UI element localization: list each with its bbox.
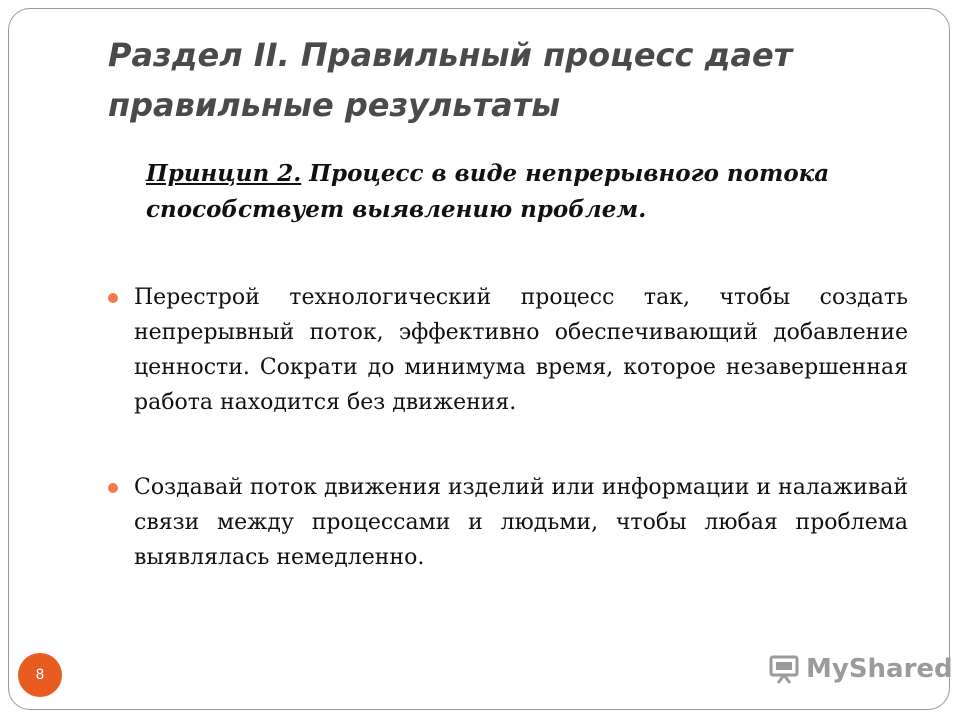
bullet-dot-icon: [108, 293, 118, 303]
watermark-text: MyShared: [806, 654, 953, 684]
presentation-board-icon: [768, 654, 800, 684]
bullet-text: Создавай поток движения изделий или информации и налаживай связи между процессами и людьми, чтобы любая проблема выявлялась немедленно.: [134, 475, 908, 570]
bullet-dot-icon: [108, 483, 118, 493]
page-number: 8: [35, 667, 45, 683]
principle-heading: [146, 156, 866, 228]
principle-text: Процесс в виде непрерывного потока способствует выявлению проблем.: [146, 160, 830, 223]
bullet-text: Перестрой технологический процесс так, чтобы создать непрерывный поток, эффективно обеспечивающий добавление ценности. Сократи до минимума время, которое незавершенная работа находится без движения.: [134, 285, 908, 415]
page-number-badge: [18, 653, 62, 697]
bullet-list: [108, 280, 908, 625]
slide-title: Раздел II. Правильный процесс дает правильные результаты: [108, 36, 793, 124]
bullet-item: [108, 470, 908, 575]
myshared-logo: [768, 654, 953, 684]
principle-lead: Принцип 2.: [146, 160, 302, 187]
bullet-item: [108, 280, 908, 420]
